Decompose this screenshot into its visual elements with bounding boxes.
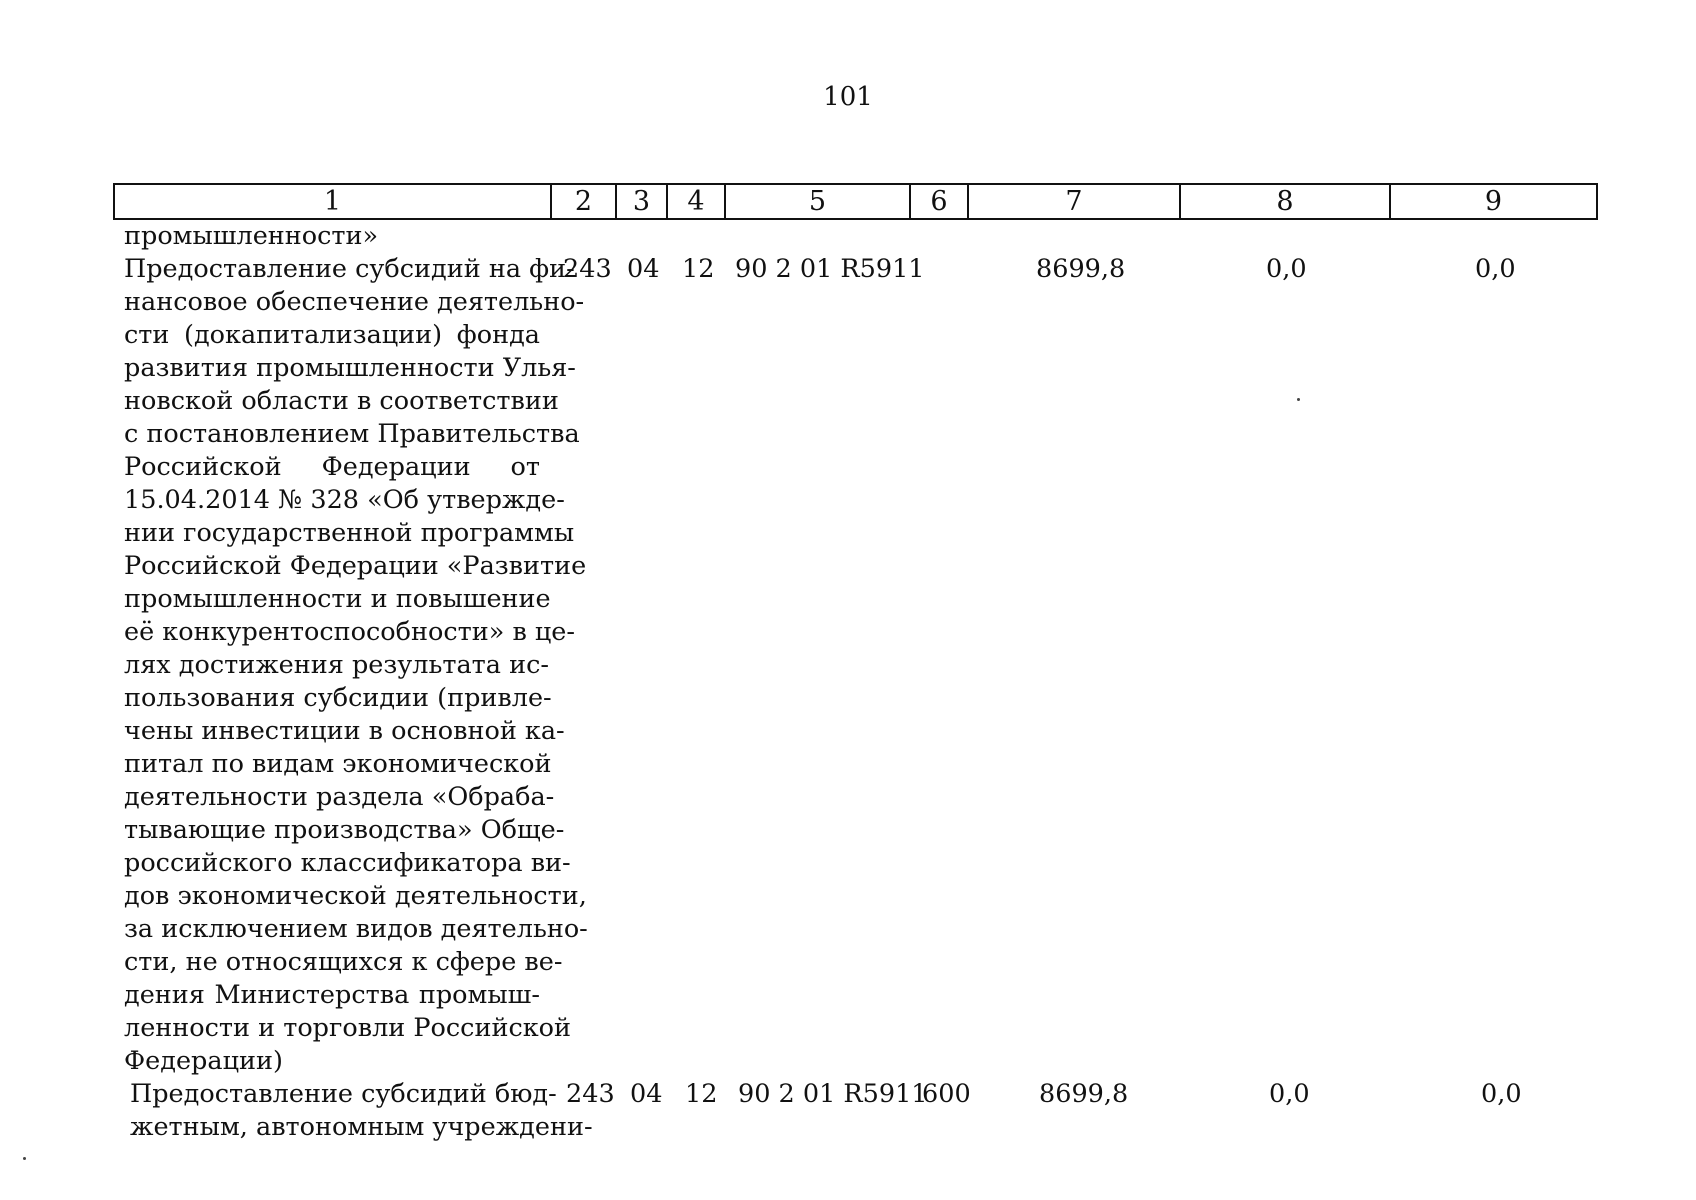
column-header-3: 3	[616, 184, 667, 219]
column-header-7: 7	[968, 184, 1180, 219]
cell-col2: 243	[566, 1079, 615, 1109]
description-line: 15.04.2014 № 328 «Об утвержде-	[124, 485, 565, 515]
continuation-text	[124, 220, 540, 253]
description-line: нии государственной программы	[124, 518, 575, 548]
description-line: российского классификатора ви-	[124, 848, 571, 878]
description-line: нансовое обеспечение деятельно-	[124, 287, 585, 317]
column-header-8: 8	[1180, 184, 1390, 219]
description-line: дов экономической деятельности,	[124, 881, 587, 911]
cell-col3: 04	[627, 254, 660, 284]
column-header-5: 5	[725, 184, 910, 219]
column-header-6: 6	[910, 184, 968, 219]
description-line: развития промышленности Улья-	[124, 353, 576, 383]
cell-col3: 04	[630, 1079, 663, 1109]
column-header-2: 2	[551, 184, 616, 219]
description-line: питал по видам экономической	[124, 749, 552, 779]
description-line: Предоставление субсидий бюд-	[130, 1079, 557, 1109]
description-line: тывающие производства» Обще-	[124, 815, 565, 845]
cell-col8: 0,0	[1269, 1079, 1310, 1109]
description-line: её конкурентоспособности» в це-	[124, 617, 576, 647]
column-header-9: 9	[1390, 184, 1597, 219]
cell-col4: 12	[682, 254, 715, 284]
description-line: новской области в соответствии	[124, 386, 559, 416]
description-line: сти (докапитализации) фонда	[124, 320, 540, 350]
description-line: с постановлением Правительства	[124, 419, 580, 449]
cell-col9: 0,0	[1475, 254, 1516, 284]
description-line: лях достижения результата ис-	[124, 650, 549, 680]
page-number: 101	[823, 82, 873, 112]
cell-col4: 12	[685, 1079, 718, 1109]
description-line: жетным, автономным учреждени-	[130, 1112, 593, 1142]
cell-col6: 600	[922, 1079, 971, 1109]
cell-col5: 90 2 01 R5911	[738, 1079, 928, 1109]
cell-col8: 0,0	[1266, 254, 1307, 284]
description-line: за исключением видов деятельно-	[124, 914, 588, 944]
description-line: пользования субсидии (привле-	[124, 683, 552, 713]
cell-col7: 8699,8	[1039, 1079, 1129, 1109]
description-line: Российской Федерации от	[124, 452, 540, 482]
description-line: чены инвестиции в основной ка-	[124, 716, 565, 746]
column-header-1: 1	[114, 184, 551, 219]
cell-col9: 0,0	[1481, 1079, 1522, 1109]
scan-speck	[1297, 398, 1300, 401]
scan-speck	[23, 1157, 26, 1160]
column-number-header	[113, 183, 1598, 220]
description-line: Федерации)	[124, 1046, 283, 1076]
column-header-4: 4	[667, 184, 725, 219]
cell-col5: 90 2 01 R5911	[735, 254, 925, 284]
description-line: деятельности раздела «Обраба-	[124, 782, 555, 812]
description-line: Российской Федерации «Развитие	[124, 551, 587, 581]
description-line: промышленности и повышение	[124, 584, 551, 614]
description-line: ленности и торговли Российской	[124, 1013, 572, 1043]
description-line: Предоставление субсидий на фи-	[124, 254, 575, 284]
cell-col2: 243	[563, 254, 612, 284]
cell-col7: 8699,8	[1036, 254, 1126, 284]
continuation-line: промышленности»	[124, 221, 379, 251]
description-line: дения Министерства промыш-	[124, 980, 540, 1010]
description-line: сти, не относящихся к сфере ве-	[124, 947, 563, 977]
